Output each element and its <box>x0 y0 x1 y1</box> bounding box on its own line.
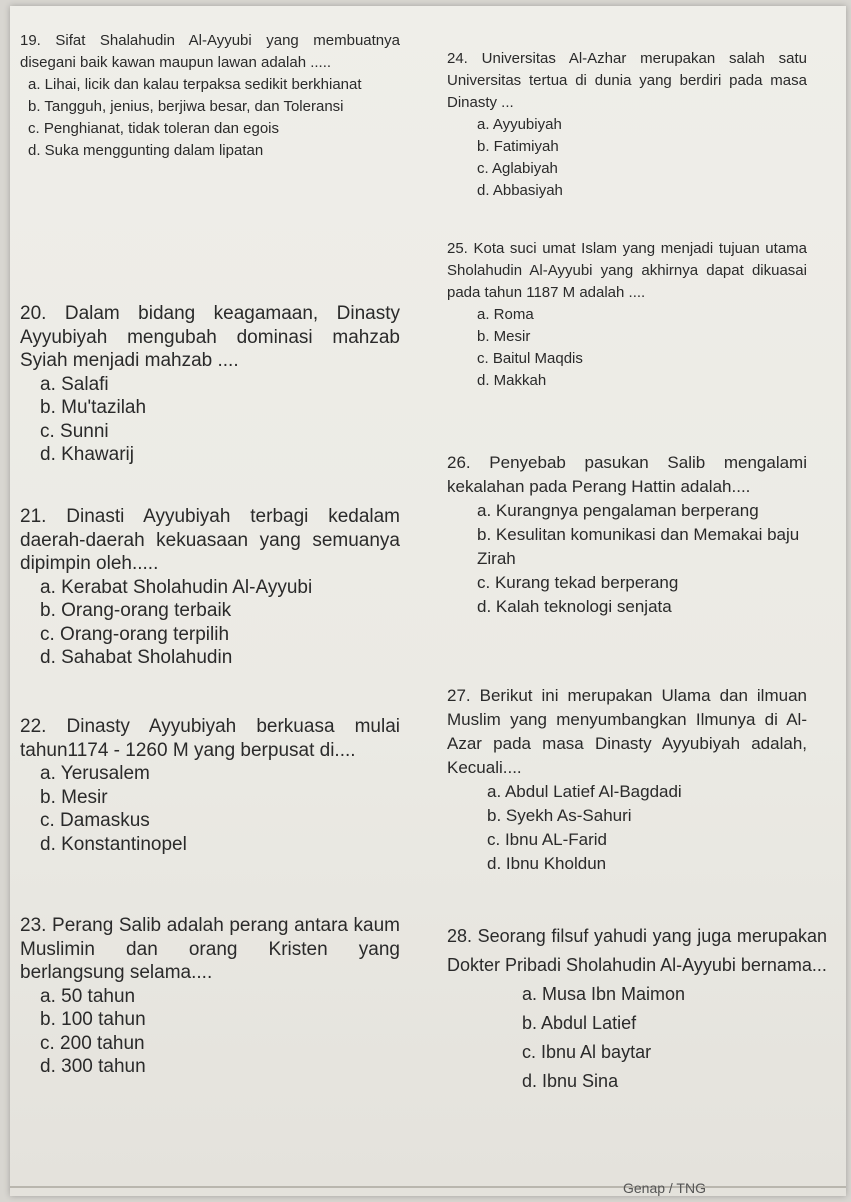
options-list <box>20 985 400 1079</box>
footer-mark: Genap / TNG <box>622 1180 706 1196</box>
option-c[interactable]: c. Penghianat, tidak toleran dan egois <box>28 120 280 137</box>
options-list <box>20 373 400 467</box>
option-c[interactable]: c. Sunni <box>40 420 109 442</box>
question-22 <box>20 715 400 856</box>
options-list <box>447 499 807 619</box>
option-a[interactable]: a. Lihai, licik dan kalau terpaksa sedikit berkhianat <box>28 76 362 93</box>
option-a[interactable]: a. Musa Ibn Maimon <box>522 984 686 1004</box>
option-c[interactable]: c. Aglabiyah <box>477 160 558 177</box>
options-list <box>447 114 807 202</box>
question-text: Berikut ini merupakan Ulama dan ilmuan Muslim yang menyumbangkan Ilmunya di Al-Azar pada masa Dinasty Ayyubiyah adalah, Kecuali.... <box>447 686 807 777</box>
exam-page <box>10 6 846 1196</box>
question-number: 28. <box>447 926 473 946</box>
question-text: Sifat Shalahudin Al-Ayyubi yang membuatnya disegani baik kawan maupun lawan adalah ..... <box>20 32 400 71</box>
question-19 <box>20 30 400 162</box>
question-23 <box>20 914 400 1079</box>
option-b[interactable]: b. Tangguh, jenius, berjiwa besar, dan Toleransi <box>28 98 344 115</box>
question-27 <box>447 684 807 876</box>
question-number: 26. <box>447 453 471 472</box>
option-d[interactable]: d. Ibnu Kholdun <box>487 854 607 873</box>
question-26 <box>447 451 807 619</box>
option-d[interactable]: d. Khawarij <box>40 444 134 465</box>
question-text: Kota suci umat Islam yang menjadi tujuan utama Sholahudin Al-Ayyubi yang akhirnya dapat dikuasai pada tahun 1187 M adalah .... <box>447 240 807 301</box>
option-d[interactable]: d. Makkah <box>477 372 547 389</box>
option-d[interactable]: d. Sahabat Sholahudin <box>40 647 233 668</box>
options-list <box>20 762 400 856</box>
options-list <box>447 304 807 392</box>
option-c[interactable]: c. Kurang tekad berperang <box>477 573 679 592</box>
footer-divider <box>10 1186 846 1188</box>
option-b[interactable]: b. Mesir <box>40 786 108 808</box>
options-list <box>20 576 400 670</box>
question-21 <box>20 505 400 670</box>
option-a[interactable]: a. Ayyubiyah <box>477 116 562 133</box>
question-text: Perang Salib adalah perang antara kaum Muslimin dan orang Kristen yang berlangsung selama.... <box>20 915 401 983</box>
option-a[interactable]: a. Salafi <box>40 373 109 395</box>
question-text: Dalam bidang keagamaan, Dinasty Ayyubiyah mengubah dominasi mahzab Syiah menjadi mahzab .... <box>20 303 400 371</box>
question-text: Dinasti Ayyubiyah terbagi kedalam daerah-daerah kekuasaan yang semuanya dipimpin oleh..... <box>20 506 401 574</box>
option-c[interactable]: c. 200 tahun <box>40 1032 145 1054</box>
option-c[interactable]: c. Orang-orang terpilih <box>40 623 230 645</box>
option-b[interactable]: b. Abdul Latief <box>522 1013 637 1033</box>
option-b[interactable]: b. Mu'tazilah <box>40 397 147 418</box>
option-b[interactable]: b. 100 tahun <box>40 1009 146 1030</box>
option-c[interactable]: c. Damaskus <box>40 810 150 831</box>
question-number: 23. <box>20 915 47 936</box>
question-number: 22. <box>20 716 47 737</box>
option-b[interactable]: b. Syekh As-Sahuri <box>487 806 632 825</box>
question-text: Dinasty Ayyubiyah berkuasa mulai tahun1174 - 1260 M yang berpusat di.... <box>20 716 401 761</box>
option-d[interactable]: d. 300 tahun <box>40 1056 146 1077</box>
options-list <box>447 980 827 1096</box>
option-d[interactable]: d. Kalah teknologi senjata <box>477 597 672 616</box>
option-d[interactable]: d. Abbasiyah <box>477 182 563 199</box>
option-c[interactable]: c. Ibnu Al baytar <box>522 1042 652 1062</box>
options-list <box>20 74 400 162</box>
question-25 <box>447 238 807 392</box>
question-number: 21. <box>20 506 47 527</box>
question-number: 19. <box>20 32 41 49</box>
option-d[interactable]: d. Ibnu Sina <box>522 1071 619 1091</box>
question-24 <box>447 48 807 202</box>
option-a[interactable]: a. Abdul Latief Al-Bagdadi <box>487 782 682 801</box>
question-text: Seorang filsuf yahudi yang juga merupakan Dokter Pribadi Sholahudin Al-Ayyubi bernama... <box>447 926 827 975</box>
option-c[interactable]: c. Ibnu AL-Farid <box>487 830 608 849</box>
option-a[interactable]: a. Yerusalem <box>40 763 150 784</box>
option-c[interactable]: c. Baitul Maqdis <box>477 350 583 367</box>
question-number: 27. <box>447 686 471 705</box>
option-b[interactable]: b. Fatimiyah <box>477 138 559 155</box>
option-b[interactable]: b. Mesir <box>477 328 531 345</box>
question-text: Penyebab pasukan Salib mengalami kekalahan pada Perang Hattin adalah.... <box>447 453 807 496</box>
question-number: 20. <box>20 303 47 324</box>
question-20 <box>20 302 400 467</box>
option-b[interactable]: b. Orang-orang terbaik <box>40 600 232 621</box>
question-number: 24. <box>447 50 468 67</box>
question-number: 25. <box>447 240 468 257</box>
option-d[interactable]: d. Suka menggunting dalam lipatan <box>28 142 264 159</box>
option-d[interactable]: d. Konstantinopel <box>40 833 187 855</box>
question-28 <box>447 922 827 1096</box>
option-a[interactable]: a. Kerabat Sholahudin Al-Ayyubi <box>40 576 313 598</box>
options-list <box>447 780 807 876</box>
option-a[interactable]: a. 50 tahun <box>40 985 136 1007</box>
question-text: Universitas Al-Azhar merupakan salah satu Universitas tertua di dunia yang berdiri pada masa Dinasty ... <box>447 50 807 111</box>
option-b[interactable]: b. Kesulitan komunikasi dan Memakai baju Zirah <box>477 525 800 568</box>
option-a[interactable]: a. Roma <box>477 306 534 323</box>
option-a[interactable]: a. Kurangnya pengalaman berperang <box>477 501 759 520</box>
